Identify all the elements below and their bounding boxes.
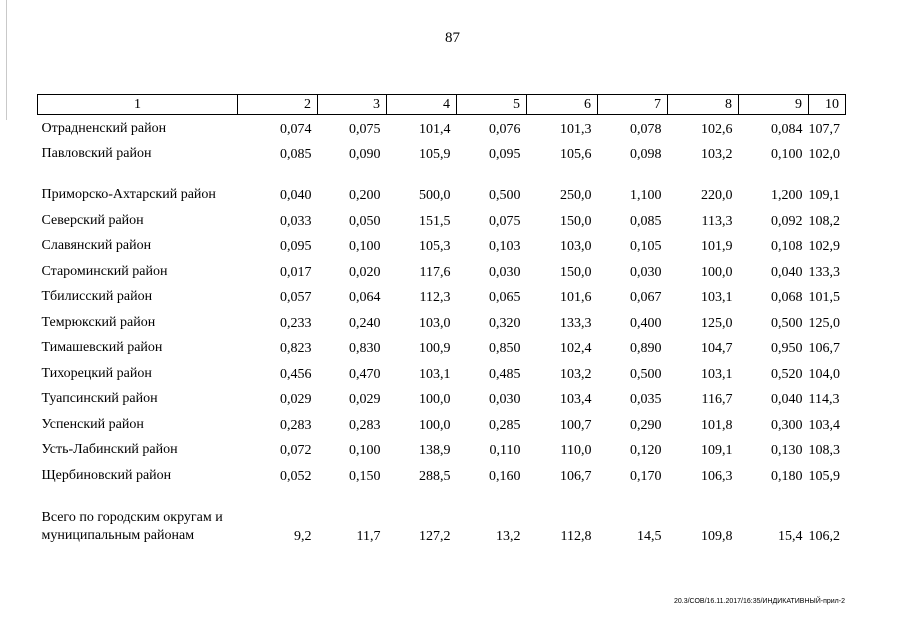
value-cell: 100,0 (419, 417, 451, 433)
header-cell: 3 (318, 95, 387, 115)
value-cell: 0,076 (489, 121, 521, 137)
value-cell: 0,500 (630, 366, 662, 382)
value-cell: 100,7 (560, 417, 592, 433)
value-cell: 0,520 (771, 366, 803, 382)
value-cell: 151,5 (419, 213, 451, 229)
page-edge-rule (6, 0, 7, 120)
header-cell: 2 (238, 95, 318, 115)
value-cell: 0,017 (280, 264, 312, 280)
value-cell: 0,075 (489, 213, 521, 229)
table-row (38, 437, 846, 463)
value-cell: 0,040 (771, 264, 803, 280)
table-row (38, 115, 846, 141)
value-cell: 0,108 (771, 239, 803, 254)
value-cell: 125,0 (701, 315, 733, 331)
value-cell: 150,0 (560, 264, 592, 280)
value-cell: 100,0 (701, 264, 733, 280)
district-name-cell: Туапсинский район (41, 391, 158, 406)
value-cell: 102,0 (808, 147, 840, 162)
district-name-cell: Усть-Лабинский район (41, 442, 178, 457)
value-cell: 0,067 (630, 290, 662, 305)
value-cell: 0,240 (349, 315, 381, 331)
value-cell: 107,7 (808, 121, 840, 137)
header-cell: 9 (739, 95, 809, 115)
value-cell: 108,2 (808, 213, 840, 229)
value-cell: 133,3 (560, 315, 592, 331)
value-cell: 101,3 (560, 121, 592, 137)
value-cell: 0,100 (349, 443, 381, 458)
value-cell: 105,9 (419, 147, 451, 162)
value-cell: 0,035 (630, 392, 662, 407)
value-cell: 133,3 (808, 264, 840, 280)
table-row (38, 411, 846, 437)
value-cell: 105,3 (419, 239, 451, 254)
value-cell: 0,105 (630, 239, 662, 254)
table-row (38, 258, 846, 284)
value-cell: 103,1 (419, 366, 451, 382)
value-cell: 0,110 (489, 443, 521, 458)
value-cell: 109,1 (808, 188, 840, 203)
value-cell: 102,4 (560, 341, 592, 356)
value-cell: 150,0 (560, 213, 592, 229)
district-name-cell: Староминский район (41, 263, 168, 279)
value-cell: 103,0 (419, 315, 451, 331)
header-row (38, 95, 846, 115)
value-cell: 103,2 (701, 147, 733, 162)
value-cell: 0,052 (280, 468, 312, 484)
value-cell: 0,092 (771, 213, 803, 229)
page-number: 87 (445, 30, 460, 46)
value-cell: 0,040 (280, 188, 312, 203)
table-row (38, 360, 846, 386)
district-name-cell: Приморско-Ахтарский район (41, 187, 216, 202)
value-cell: 104,0 (808, 366, 840, 382)
value-cell: 105,9 (808, 468, 840, 484)
district-name-cell: Тимашевский район (41, 340, 163, 355)
value-cell: 112,8 (560, 528, 592, 544)
value-cell: 0,500 (489, 188, 521, 203)
value-cell: 11,7 (356, 528, 381, 544)
table-body (38, 115, 846, 547)
value-cell: 0,130 (771, 443, 803, 458)
district-name-cell: Темрюкский район (41, 314, 156, 330)
value-cell: 106,7 (560, 468, 592, 484)
table-row (38, 309, 846, 335)
value-cell: 0,456 (280, 366, 312, 382)
value-cell: 101,4 (419, 121, 451, 137)
value-cell: 13,2 (496, 528, 521, 544)
value-cell: 0,084 (771, 121, 803, 137)
table-row (38, 462, 846, 488)
value-cell: 0,068 (771, 290, 803, 305)
value-cell: 0,500 (771, 315, 803, 331)
value-cell: 0,030 (489, 264, 521, 280)
table-row (38, 335, 846, 361)
value-cell: 0,095 (489, 147, 521, 162)
value-cell: 0,100 (349, 239, 381, 254)
header-cell: 5 (457, 95, 527, 115)
value-cell: 0,180 (771, 468, 803, 484)
value-cell: 1,100 (630, 188, 662, 203)
value-cell: 0,320 (489, 315, 521, 331)
header-cell: 4 (387, 95, 457, 115)
value-cell: 0,020 (349, 264, 381, 280)
value-cell: 116,7 (701, 392, 733, 407)
value-cell: 0,283 (349, 417, 381, 433)
header-cell: 10 (809, 95, 846, 115)
district-name-cell: Павловский район (41, 146, 152, 161)
value-cell: 0,078 (630, 121, 662, 137)
value-cell: 0,830 (349, 341, 381, 356)
header-cell: 1 (38, 95, 238, 115)
value-cell: 114,3 (808, 392, 840, 407)
table-row (38, 233, 846, 259)
value-cell: 113,3 (701, 213, 733, 229)
value-cell: 0,030 (630, 264, 662, 280)
value-cell: 108,3 (808, 443, 840, 458)
value-cell: 250,0 (560, 188, 592, 203)
value-cell: 15,4 (778, 528, 803, 544)
value-cell: 101,6 (560, 290, 592, 305)
district-name-cell: Северский район (41, 212, 144, 228)
value-cell: 0,103 (489, 239, 521, 254)
value-cell: 0,233 (280, 315, 312, 331)
value-cell: 0,075 (349, 121, 381, 137)
value-cell: 0,074 (280, 121, 312, 137)
value-cell: 14,5 (637, 528, 662, 544)
value-cell: 0,090 (349, 147, 381, 162)
value-cell: 0,064 (349, 290, 381, 305)
value-cell: 101,5 (808, 290, 840, 305)
table-row (38, 207, 846, 233)
value-cell: 0,850 (489, 341, 521, 356)
value-cell: 220,0 (701, 188, 733, 203)
value-cell: 0,065 (489, 290, 521, 305)
value-cell: 102,6 (701, 121, 733, 137)
value-cell: 9,2 (294, 528, 312, 544)
value-cell: 0,485 (489, 366, 521, 382)
value-cell: 0,040 (771, 392, 803, 407)
value-cell: 103,0 (560, 239, 592, 254)
value-cell: 104,7 (701, 341, 733, 356)
value-cell: 106,3 (701, 468, 733, 484)
value-cell: 0,085 (280, 147, 312, 162)
value-cell: 103,4 (560, 392, 592, 407)
value-cell: 0,029 (349, 392, 381, 407)
value-cell: 103,1 (701, 366, 733, 382)
value-cell: 0,283 (280, 417, 312, 433)
indicator-table (37, 94, 846, 547)
value-cell: 1,200 (771, 188, 803, 203)
district-name-cell: Успенский район (41, 416, 144, 432)
district-name-cell: Щербиновский район (41, 467, 172, 483)
value-cell: 0,150 (349, 468, 381, 484)
header-cell: 6 (527, 95, 598, 115)
value-cell: 0,823 (280, 341, 312, 356)
table-row (38, 386, 846, 412)
value-cell: 0,950 (771, 341, 803, 356)
value-cell: 0,029 (280, 392, 312, 407)
header-cell: 7 (598, 95, 668, 115)
value-cell: 500,0 (419, 188, 451, 203)
district-name-cell: Славянский район (41, 238, 152, 253)
value-cell: 0,290 (630, 417, 662, 433)
table-row (38, 141, 846, 167)
value-cell: 0,095 (280, 239, 312, 254)
value-cell: 0,072 (280, 443, 312, 458)
table-row (38, 284, 846, 310)
value-cell: 100,0 (419, 392, 451, 407)
value-cell: 0,200 (349, 188, 381, 203)
table-row (38, 488, 846, 547)
value-cell: 105,6 (560, 147, 592, 162)
value-cell: 109,8 (701, 528, 733, 544)
value-cell: 0,170 (630, 468, 662, 484)
value-cell: 138,9 (419, 443, 451, 458)
value-cell: 0,033 (280, 213, 312, 229)
value-cell: 127,2 (419, 528, 451, 544)
district-name-cell: Тихорецкий район (41, 365, 152, 381)
value-cell: 0,285 (489, 417, 521, 433)
value-cell: 112,3 (419, 290, 451, 305)
value-cell: 110,0 (560, 443, 592, 458)
value-cell: 0,085 (630, 213, 662, 229)
value-cell: 101,9 (701, 239, 733, 254)
value-cell: 106,7 (808, 341, 840, 356)
value-cell: 0,400 (630, 315, 662, 331)
value-cell: 0,890 (630, 341, 662, 356)
district-name-cell: Всего по городским округам и муниципальным районам (41, 509, 223, 543)
value-cell: 0,057 (280, 290, 312, 305)
value-cell: 0,030 (489, 392, 521, 407)
document-footer: 20.3/СОВ/16.11.2017/16:35/ИНДИКАТИВНЫЙ-прил-2 (673, 598, 845, 605)
value-cell: 117,6 (419, 264, 451, 280)
value-cell: 102,9 (808, 239, 840, 254)
value-cell: 0,100 (771, 147, 803, 162)
value-cell: 125,0 (808, 315, 840, 331)
value-cell: 103,2 (560, 366, 592, 382)
value-cell: 0,470 (349, 366, 381, 382)
value-cell: 109,1 (701, 443, 733, 458)
value-cell: 0,300 (771, 417, 803, 433)
header-cell: 8 (668, 95, 739, 115)
value-cell: 100,9 (419, 341, 451, 356)
value-cell: 0,098 (630, 147, 662, 162)
value-cell: 103,1 (701, 290, 733, 305)
district-name-cell: Тбилисский район (41, 289, 153, 304)
value-cell: 0,050 (349, 213, 381, 229)
value-cell: 0,120 (630, 443, 662, 458)
value-cell: 103,4 (808, 417, 840, 433)
table-row (38, 166, 846, 207)
value-cell: 288,5 (419, 468, 451, 484)
value-cell: 101,8 (701, 417, 733, 433)
value-cell: 106,2 (808, 528, 840, 544)
district-name-cell: Отрадненский район (41, 120, 167, 136)
value-cell: 0,160 (489, 468, 521, 484)
